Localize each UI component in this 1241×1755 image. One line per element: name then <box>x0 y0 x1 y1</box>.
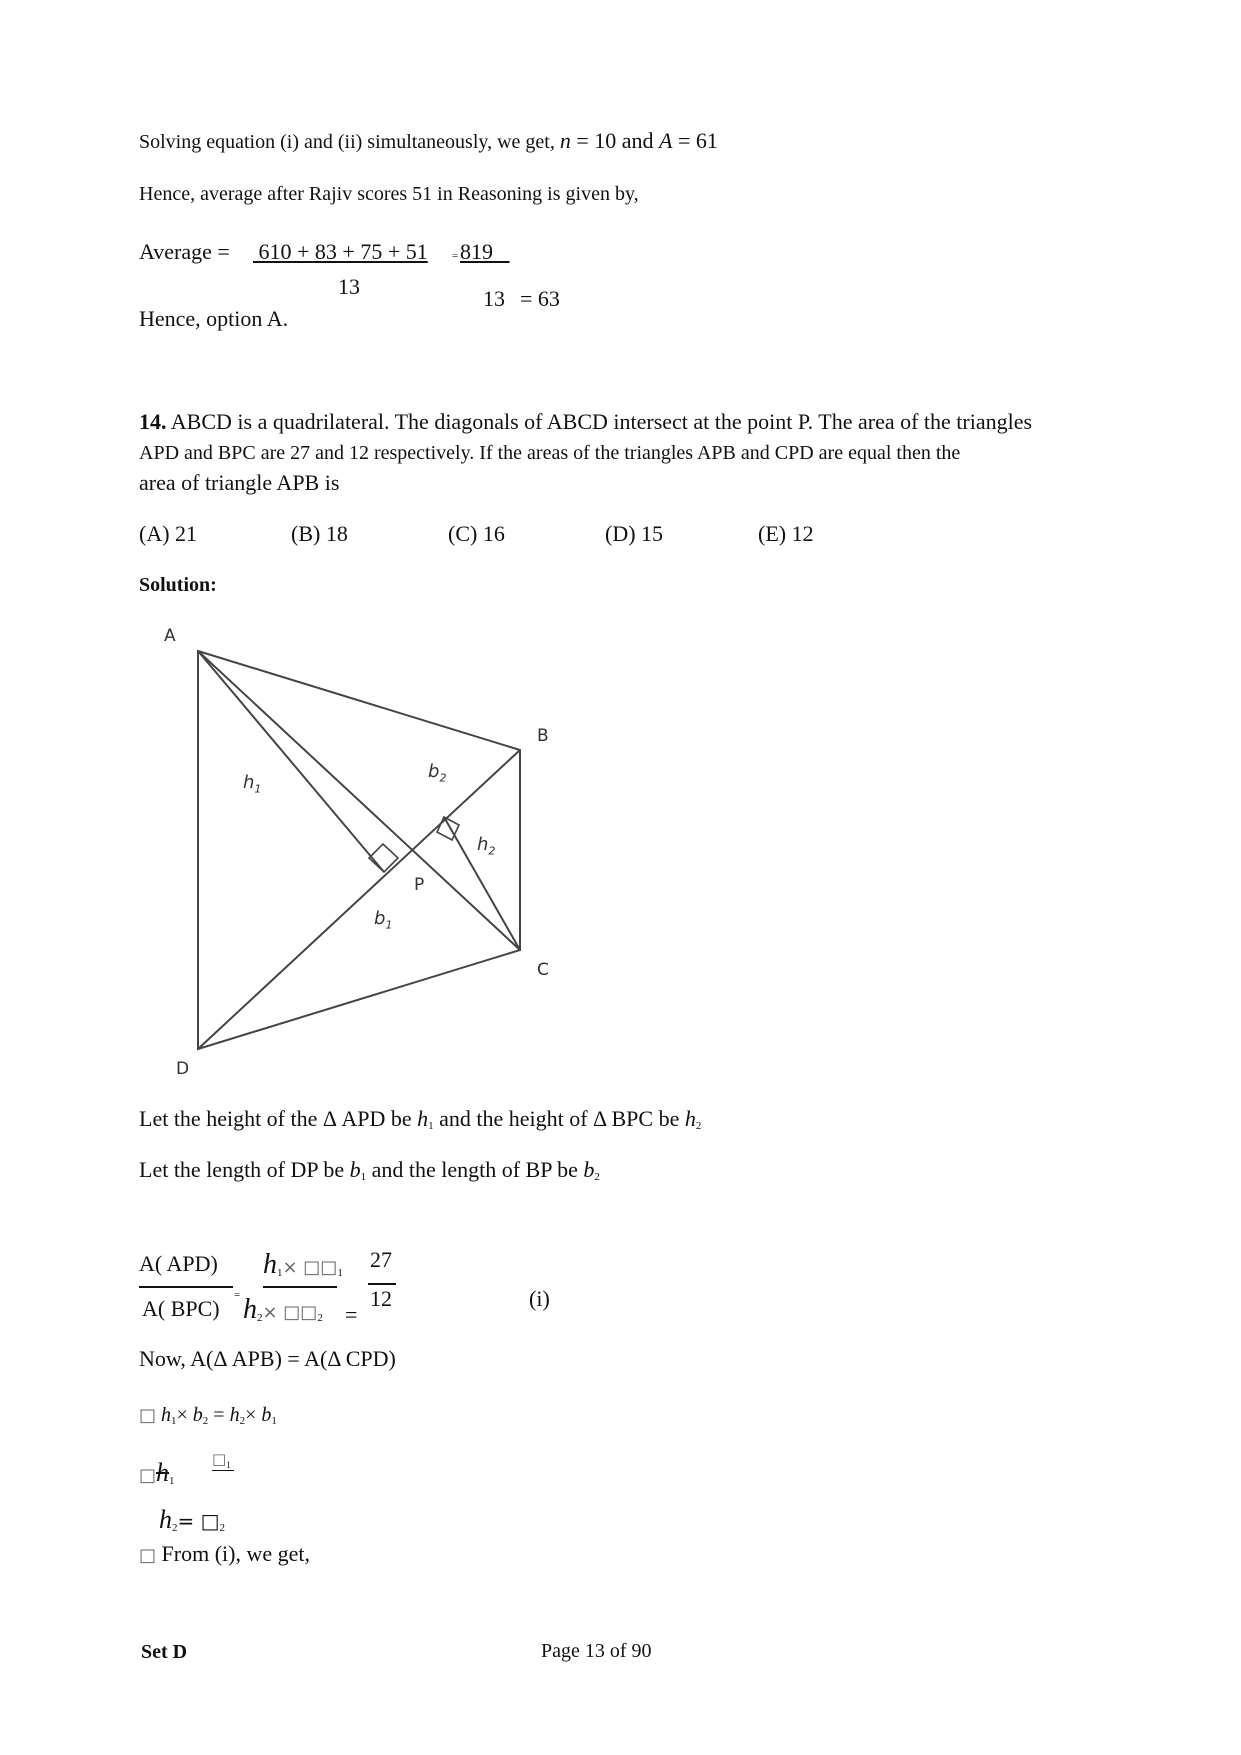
average-num2-text: 819 <box>460 239 493 264</box>
step-2-h1: h <box>156 1458 170 1487</box>
length-definition <box>139 1159 600 1183</box>
footer-set: Set D <box>141 1641 188 1663</box>
h1-sub: 1 <box>254 782 262 796</box>
ratio-right-denominator: 12 <box>370 1286 392 1311</box>
average-numerator-2 <box>460 241 510 263</box>
option-c: (C) 16 <box>448 521 505 546</box>
vertex-b-label: B <box>537 726 549 746</box>
from-line-box: □ <box>139 1545 157 1566</box>
step-2 <box>139 1460 175 1487</box>
length-def-b1-sub: 1 <box>360 1171 367 1183</box>
right-angle-marker-2 <box>437 817 459 840</box>
var-n: n <box>559 128 571 153</box>
ratio-left-bar <box>139 1286 233 1288</box>
ratio-mid-num-h-sub: 1 <box>277 1267 283 1279</box>
vertex-d-label: D <box>176 1059 190 1079</box>
b2-letter: b <box>428 761 440 782</box>
from-line-text: From (i), we get, <box>161 1541 310 1566</box>
step-1-h1: h <box>161 1404 172 1426</box>
ratio-left-numerator: A( APD) <box>139 1251 218 1276</box>
question-line-2: APD and BPC are 27 and 12 respectively. If the areas of the triangles APB and CPD are equal then the <box>139 442 961 464</box>
option-d: (D) 15 <box>605 521 664 546</box>
length-def-b2-sub: 2 <box>594 1171 600 1183</box>
step-1-h2: h <box>229 1404 240 1426</box>
step-1-h1-sub: 1 <box>171 1415 177 1427</box>
h1-label <box>243 774 261 795</box>
solving-line <box>139 130 718 152</box>
ratio-eq-small: = <box>234 1289 241 1301</box>
average-numerator <box>253 241 428 263</box>
question-number: 14. <box>139 409 167 434</box>
length-def-b1: b <box>349 1157 361 1182</box>
ratio-mid-num-h: h <box>263 1249 277 1280</box>
height-def-h2: h <box>684 1106 696 1131</box>
option-e: (E) 12 <box>758 521 814 546</box>
b1-label <box>374 910 392 931</box>
right-angle-marker-1 <box>369 844 398 872</box>
step-2-box: □ <box>139 1465 157 1486</box>
height-def-h2-sub: 2 <box>695 1120 702 1132</box>
step-2-frac-box: □ <box>212 1450 227 1468</box>
ratio-mid-bar <box>263 1286 337 1288</box>
step-1-b2: b <box>192 1404 203 1426</box>
length-def-b2: b <box>583 1157 595 1182</box>
height-def-mid: and the height of Δ BPC be <box>433 1106 685 1131</box>
diagonal-bd <box>198 750 520 1049</box>
var-a: A <box>659 128 673 153</box>
ratio-left-denominator: A( BPC) <box>142 1296 220 1321</box>
step-3-h2-sub: 2 <box>172 1522 178 1534</box>
step-3-h2: h <box>159 1505 172 1534</box>
solving-post: = 61 <box>672 128 718 153</box>
step-1-h2-sub: 2 <box>239 1415 246 1427</box>
height-def-h1-sub: 1 <box>428 1120 434 1132</box>
b1-letter: b <box>374 908 386 929</box>
equation-label-i: (i) <box>529 1286 550 1311</box>
average-denominator-2: 13 <box>483 286 505 311</box>
ratio-mid-denominator <box>243 1296 323 1324</box>
average-label: Average = <box>139 239 230 264</box>
vertex-a-label: A <box>164 626 176 646</box>
quadrilateral-outline <box>198 651 520 1049</box>
height-def-h1: h <box>417 1106 429 1131</box>
average-denominator-1: 13 <box>338 274 360 299</box>
ratio-right-numerator: 27 <box>370 1247 392 1272</box>
step-1-times-1: × <box>176 1404 188 1426</box>
ratio-mid-num-b-sub: 1 <box>337 1267 343 1279</box>
step-1 <box>139 1405 277 1427</box>
step-3-b2-sub: 2 <box>219 1522 226 1534</box>
step-2-h1-sub: 1 <box>169 1475 175 1487</box>
ratio-eq: = <box>345 1302 358 1327</box>
h2-sub: 2 <box>488 844 496 858</box>
option-a: (A) 21 <box>139 521 198 546</box>
solving-mid: = 10 and <box>570 128 660 153</box>
ratio-mid-den-rest: × □□ <box>262 1302 318 1323</box>
ratio-mid-num-rest: × □□ <box>282 1257 338 1278</box>
step-2-frac-sub: 1 <box>226 1460 231 1471</box>
ratio-mid-den-h: h <box>243 1294 257 1325</box>
now-line: Now, A(Δ APB) = A(Δ CPD) <box>139 1346 396 1371</box>
average-result: = 63 <box>520 286 560 311</box>
b1-sub: 1 <box>385 918 393 932</box>
vertex-c-label: C <box>537 960 549 980</box>
solution-heading: Solution: <box>139 574 217 596</box>
average-numerator-text: 610 + 83 + 75 + 51 <box>258 239 428 264</box>
question-line-3: area of triangle APB is <box>139 470 340 495</box>
ratio-mid-den-b-sub: 2 <box>317 1312 323 1324</box>
average-intro: Hence, average after Rajiv scores 51 in Reasoning is given by, <box>139 183 639 205</box>
step-1-times-2: × <box>245 1404 257 1426</box>
from-line <box>139 1543 310 1565</box>
step-1-b2-sub: 2 <box>202 1415 209 1427</box>
diagonal-ac <box>198 651 520 950</box>
option-b: (B) 18 <box>291 521 348 546</box>
b2-label <box>428 763 446 784</box>
step-1-b1: b <box>261 1404 272 1426</box>
solving-text: Solving equation (i) and (ii) simultaneously, we get, <box>139 131 560 153</box>
step-2-bar <box>212 1470 234 1471</box>
question-line-1 <box>139 411 1032 433</box>
height-definition <box>139 1108 701 1132</box>
step-1-eq: = <box>208 1404 230 1426</box>
ratio-right-bar <box>368 1283 396 1285</box>
step-3 <box>159 1507 225 1534</box>
height-h1 <box>198 651 384 872</box>
average-eq-small: = <box>452 250 459 262</box>
ratio-mid-den-h-sub: 2 <box>257 1312 263 1324</box>
step-1-box: □ <box>139 1405 157 1426</box>
step-1-b1-sub: 1 <box>271 1415 277 1427</box>
b2-sub: 2 <box>439 771 447 785</box>
length-def-mid: and the length of BP be <box>366 1157 584 1182</box>
length-def-pre: Let the length of DP be <box>139 1157 350 1182</box>
point-p-label: P <box>414 875 425 895</box>
footer-page-number: Page 13 of 90 <box>541 1640 652 1662</box>
step-3-eq: = □ <box>177 1509 220 1533</box>
ratio-mid-numerator <box>263 1251 343 1279</box>
step-2-fraction <box>212 1452 231 1470</box>
question-line-1-text: ABCD is a quadrilateral. The diagonals of ABCD intersect at the point P. The area of the triangles <box>170 409 1033 434</box>
height-def-pre: Let the height of the Δ APD be <box>139 1106 418 1131</box>
h1-letter: h <box>243 772 255 793</box>
hence-option: Hence, option A. <box>139 306 289 331</box>
h2-label <box>477 836 495 857</box>
h2-letter: h <box>477 834 489 855</box>
